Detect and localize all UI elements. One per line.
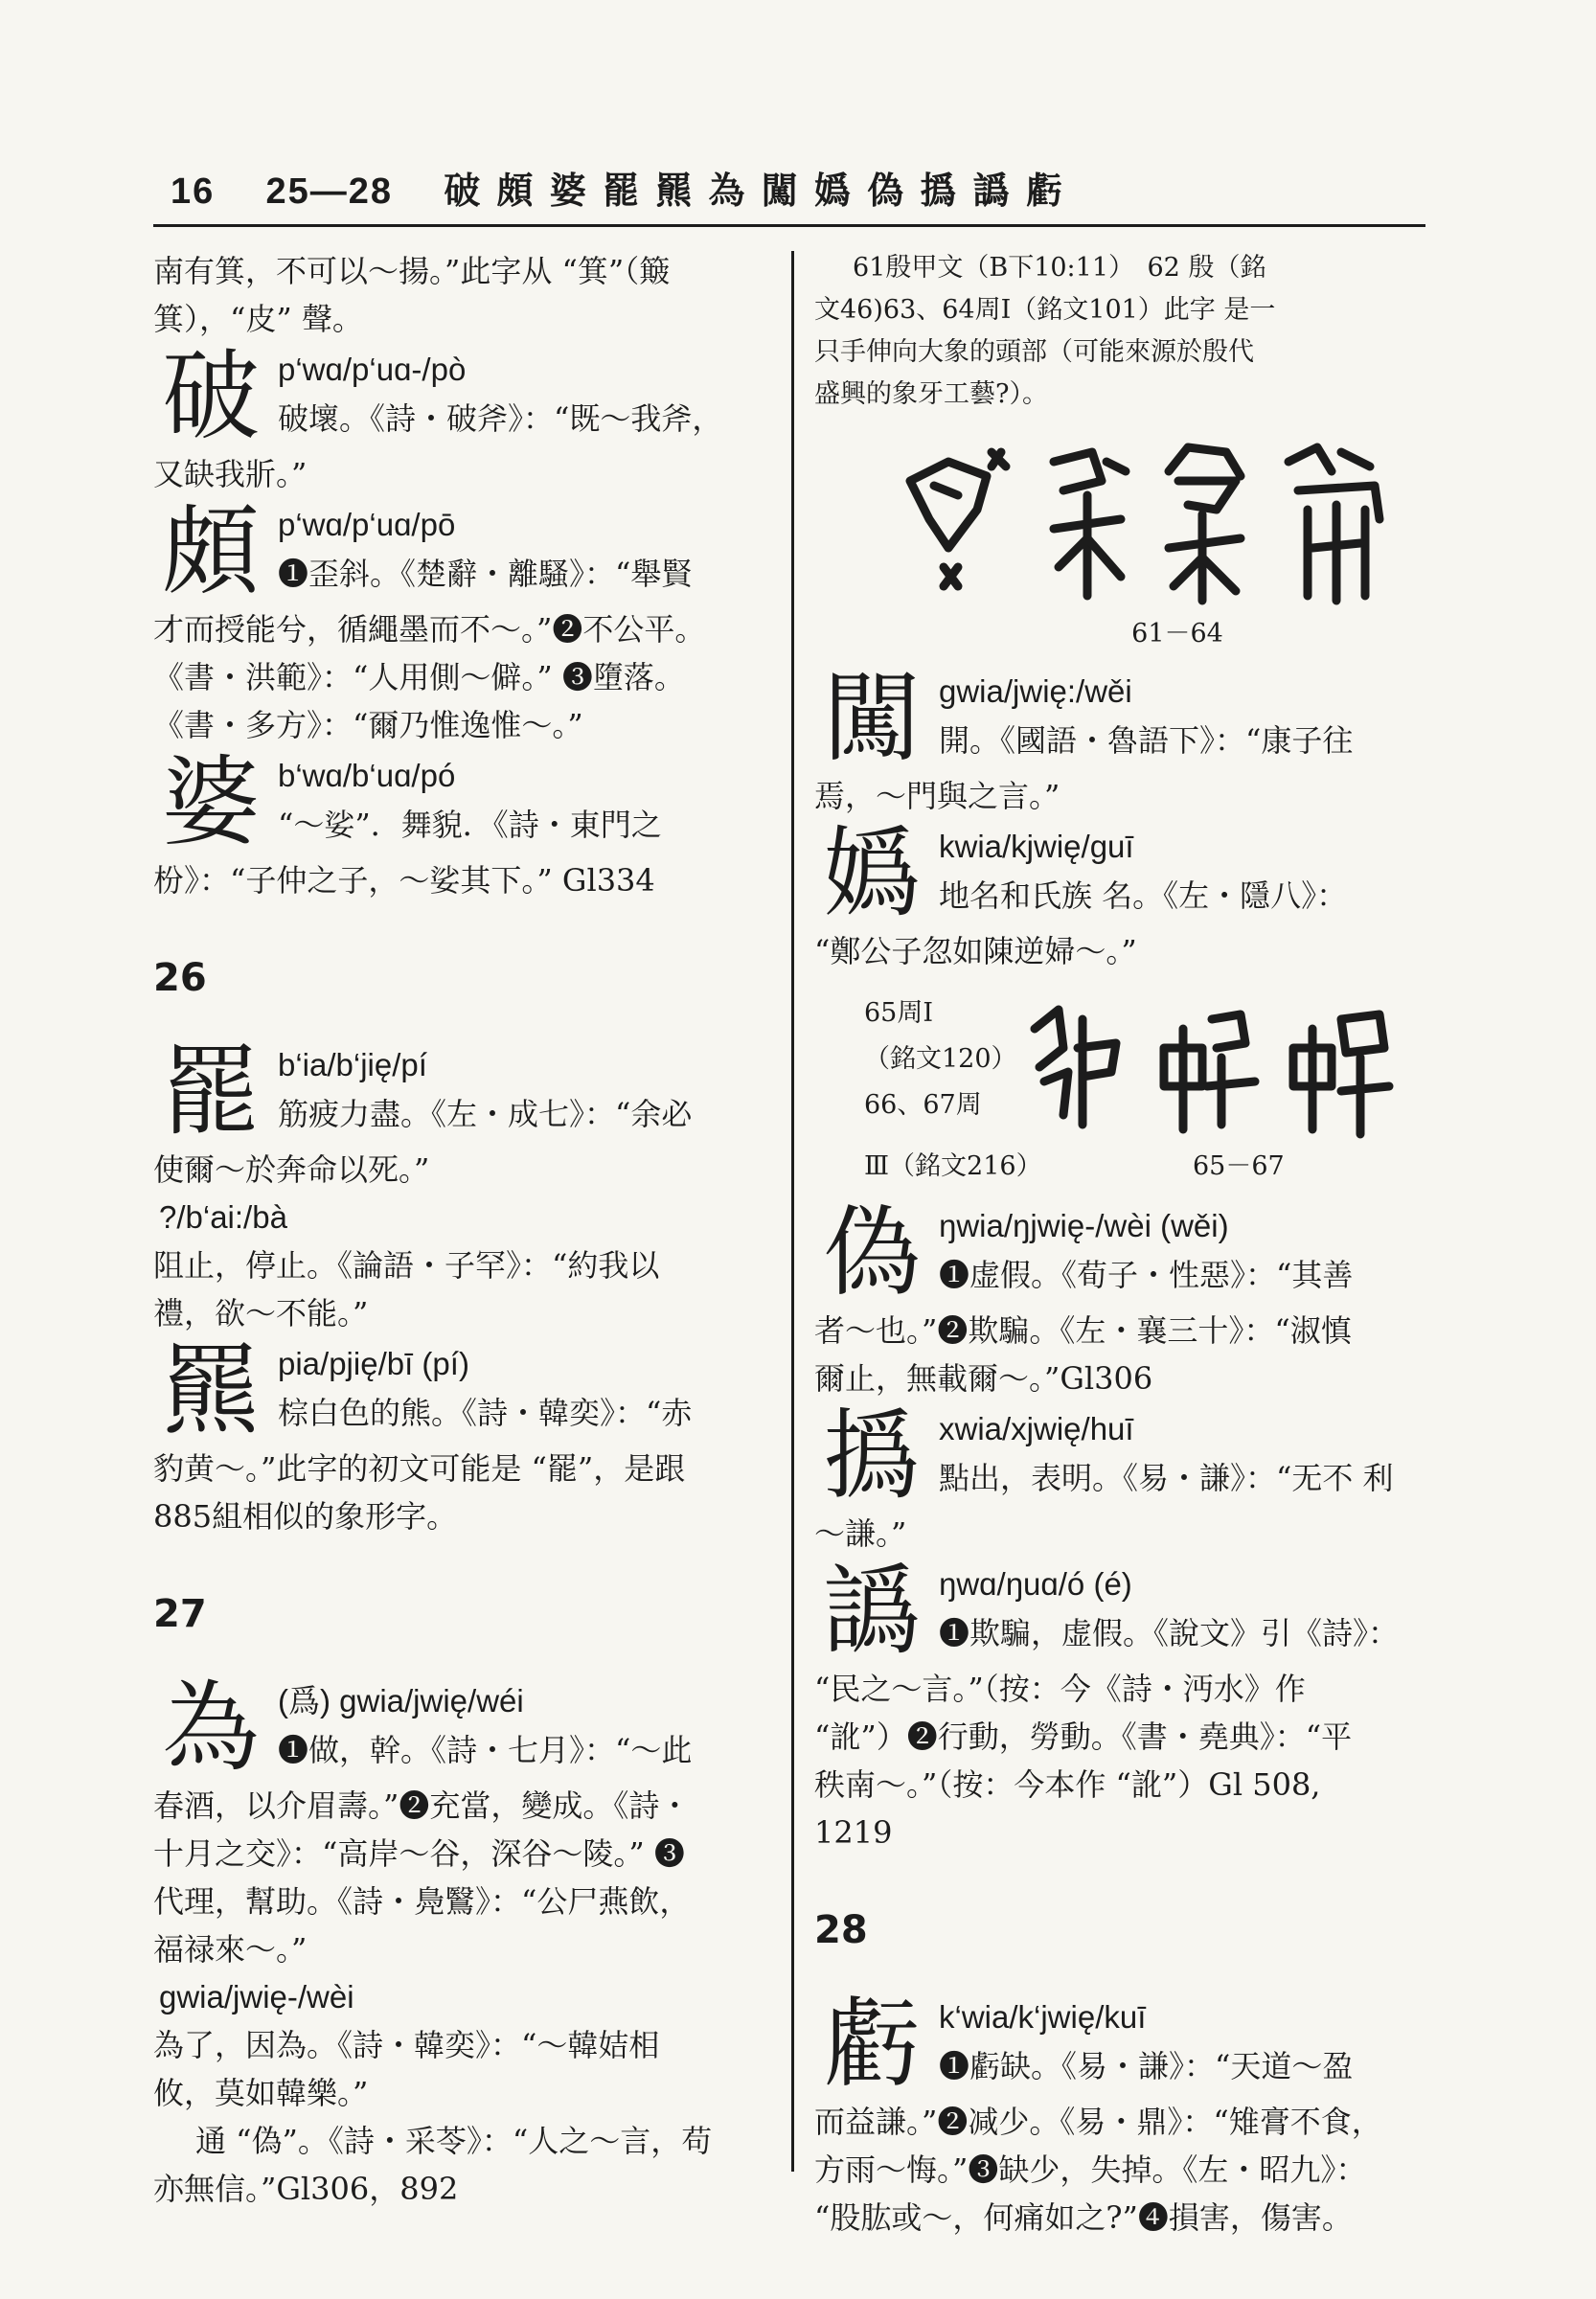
definition-line: 焉，～門與之言。” bbox=[814, 778, 1060, 814]
glyph-67 bbox=[1293, 1014, 1389, 1134]
section-number: 27 bbox=[153, 1592, 207, 1636]
entry-hui bbox=[814, 1400, 1425, 1558]
definition-line: 《書・多方》：“爾乃惟逸惟～。” bbox=[153, 707, 583, 743]
definition-line: 《書・洪範》：“人用側～僻。” ❸墮落。 bbox=[153, 659, 685, 695]
definition-line: 開。《國語・魯語下》：“康子往 bbox=[939, 722, 1354, 759]
pronunciation: b‘ia/b‘jię/pí bbox=[278, 1047, 427, 1082]
glyph-caption-line: （銘文120） bbox=[864, 1044, 1017, 1074]
glyph-63 bbox=[1169, 447, 1241, 601]
glyph-66 bbox=[1164, 1014, 1255, 1129]
definition-line: 為了，因為。《詩・韓奕》：“～韓姞相 bbox=[153, 2027, 660, 2063]
glyph-caption bbox=[864, 990, 1017, 1128]
section-number: 28 bbox=[814, 1908, 868, 1952]
definition-line: 福禄來～。” bbox=[153, 1931, 308, 1968]
entry-ba bbox=[153, 1036, 774, 1337]
definition-line: ❶虧缺。《易・謙》：“天道～盈 bbox=[939, 2048, 1354, 2084]
definition-line: 使爾～於奔命以死。” bbox=[153, 1151, 430, 1188]
definition-line: 而益謙。”❷减少。《易・鼎》：“雉膏不食， bbox=[814, 2104, 1382, 2140]
definition-line: 豹黄～。”此字的初文可能是 “罷”，是跟 bbox=[153, 1450, 686, 1487]
pronunciation: pia/pjię/bī (pí) bbox=[278, 1346, 469, 1381]
pronunciation: p‘wɑ/p‘uɑ/pō bbox=[278, 507, 456, 542]
definition-line: 破壞。《詩・破斧》：“既～我斧， bbox=[278, 400, 723, 437]
glyph-caption-line: Ⅲ（銘文216） bbox=[864, 1151, 1042, 1181]
definition-line: “股肱或～，何痛如之?”❹損害，傷害。 bbox=[814, 2199, 1353, 2236]
entry-wei bbox=[153, 1672, 774, 2213]
entry-wei4 bbox=[814, 1196, 1425, 1402]
definition-line: 棕白色的熊。《詩・韓奕》：“赤 bbox=[278, 1395, 693, 1431]
definition-line: 枌》：“子仲之子，～娑其下。” Gl334 bbox=[153, 862, 655, 899]
alternate-pronunciation: ?/b‘ai:/bà bbox=[159, 1199, 287, 1235]
definition-line: ～謙。” bbox=[814, 1515, 907, 1552]
glyph-caption: 盛興的象牙工藝?）。 bbox=[814, 379, 1048, 409]
entry-e bbox=[814, 1555, 1425, 1856]
definition-line: 地名和氏族 名。《左・隱八》： bbox=[939, 877, 1348, 914]
definition-line: 885組相似的象形字。 bbox=[153, 1498, 458, 1535]
entry-po1 bbox=[153, 495, 774, 749]
head-character: 譌 bbox=[823, 1555, 921, 1669]
pronunciation: k‘wia/k‘jwię/kuī bbox=[939, 1999, 1147, 2035]
definition-line: “鄭公子忽如陳逆婦～。” bbox=[814, 933, 1137, 969]
definition-line: “民之～言。”（按：今《詩・沔水》作 bbox=[814, 1671, 1306, 1707]
definition-line: 才而授能兮，循繩墨而不～。”❷不公平。 bbox=[153, 611, 706, 648]
entry-gui bbox=[814, 817, 1425, 975]
head-character: 婆 bbox=[162, 746, 260, 860]
glyph-label: 61－64 bbox=[1131, 619, 1223, 649]
header-rule bbox=[153, 224, 1425, 227]
continued-text: 箕），“皮” 聲。 bbox=[153, 301, 363, 337]
right-column bbox=[814, 247, 1425, 2242]
definition-line: 方雨～悔。”❸缺少，失掉。《左・昭九》： bbox=[814, 2151, 1367, 2188]
definition-line: 者～也。”❷欺騙。《左・襄三十》：“淑慎 bbox=[814, 1312, 1352, 1349]
glyph-64 bbox=[1288, 447, 1379, 601]
head-character: 虧 bbox=[823, 1988, 921, 2102]
head-character: 頗 bbox=[162, 495, 260, 609]
entry-wei3 bbox=[814, 662, 1425, 820]
head-character: 嬀 bbox=[823, 817, 921, 931]
entry-po4 bbox=[153, 340, 774, 498]
entry-range: 25—28 bbox=[265, 171, 394, 212]
glyph-caption: 文46)63、64周Ⅰ（銘文101）此字 是一 bbox=[814, 295, 1276, 325]
definition-line: 禮，欲～不能。” bbox=[153, 1295, 369, 1332]
head-character: 破 bbox=[162, 340, 260, 454]
ancient-glyph-figure bbox=[1006, 990, 1408, 1144]
head-character: 撝 bbox=[823, 1400, 921, 1514]
head-character: 羆 bbox=[162, 1334, 260, 1448]
definition-line: 筋疲力盡。《左・成七》：“余必 bbox=[278, 1096, 693, 1132]
page-number: 16 bbox=[171, 171, 216, 212]
ancient-glyphs-61-64 bbox=[814, 423, 1425, 615]
pronunciation: ŋwɑ/ŋuɑ/ó (é) bbox=[939, 1566, 1132, 1602]
entry-kui bbox=[814, 1988, 1425, 2242]
definition-line: 攸，莫如韓樂。” bbox=[153, 2075, 369, 2111]
definition-line: 爾止，無載爾～。”Gl306 bbox=[814, 1360, 1153, 1397]
glyph-caption: 61殷甲文（B下10:11） 62 殷（銘 bbox=[853, 253, 1266, 283]
glyph-caption-line: 65周Ⅰ bbox=[864, 998, 934, 1028]
glyph-62 bbox=[1054, 452, 1126, 596]
glyph-61 bbox=[910, 452, 1006, 586]
ancient-glyph-figure bbox=[814, 423, 1425, 615]
alternate-pronunciation: gwia/jwię-/wèi bbox=[159, 1979, 354, 2014]
definition-line: “～娑”．舞貌．《詩・東門之 bbox=[278, 807, 662, 843]
entry-pi bbox=[153, 1334, 774, 1540]
definition-line: 十月之交》：“高岸～谷，深谷～陵。” ❸ bbox=[153, 1835, 685, 1872]
head-character: 闖 bbox=[823, 662, 921, 776]
definition-line: 又缺我斨。” bbox=[153, 456, 308, 492]
continued-text: 南有箕，不可以～揚。”此字从 “箕”（簸 bbox=[153, 253, 671, 289]
definition-line: 秩南～。”（按：今本作 “訛”）Gl 508, bbox=[814, 1766, 1321, 1803]
definition-line: 亦無信。”Gl306，892 bbox=[153, 2171, 459, 2207]
column-divider bbox=[791, 251, 794, 2172]
definition-line: ❶做，幹。《詩・七月》：“～此 bbox=[278, 1732, 693, 1768]
head-character: 為 bbox=[162, 1672, 260, 1786]
definition-line: ❶欺騙，虚假。《說文》引《詩》： bbox=[939, 1615, 1400, 1651]
pronunciation: b‘wɑ/b‘uɑ/pó bbox=[278, 758, 456, 793]
ancient-glyphs-65-67 bbox=[814, 990, 1425, 1192]
page-header bbox=[171, 158, 1425, 223]
definition-line: “訛”）❷行動，勞動。《書・堯典》：“平 bbox=[814, 1719, 1353, 1755]
header-characters: 破 頗 婆 罷 羆 為 闖 嬀 偽 撝 譌 虧 bbox=[444, 169, 1064, 212]
definition-line: 1219 bbox=[814, 1814, 893, 1851]
definition-line: ❶虚假。《荀子・性惡》：“其善 bbox=[939, 1257, 1354, 1293]
glyph-65 bbox=[1035, 1010, 1116, 1125]
definition-line: 阻止，停止。《論語・子罕》：“約我以 bbox=[153, 1247, 660, 1284]
pronunciation: gwia/jwię:/wěi bbox=[939, 673, 1132, 709]
glyph-caption-line: 66、67周 bbox=[864, 1090, 982, 1120]
entry-po2 bbox=[153, 746, 774, 904]
pronunciation: (爲) gwia/jwię/wéi bbox=[278, 1683, 524, 1719]
pronunciation: kwia/kjwię/guī bbox=[939, 829, 1134, 864]
head-character: 偽 bbox=[823, 1196, 921, 1310]
section-number: 26 bbox=[153, 956, 207, 1000]
definition-line: 點出，表明。《易・謙》：“无不 利 bbox=[939, 1460, 1394, 1496]
head-character: 罷 bbox=[162, 1036, 260, 1150]
definition-line: ❶歪斜。《楚辭・離騷》：“舉賢 bbox=[278, 556, 693, 592]
pronunciation: ŋwia/ŋjwię-/wèi (wěi) bbox=[939, 1208, 1229, 1243]
definition-line: 通 “偽”。《詩・采苓》：“人之～言，苟 bbox=[195, 2123, 713, 2159]
definition-line: 春酒，以介眉壽。”❷充當，變成。《詩・ bbox=[153, 1787, 691, 1824]
left-column bbox=[153, 247, 774, 2213]
glyph-caption: 只手伸向大象的頭部（可能來源於殷代 bbox=[814, 337, 1254, 367]
pronunciation: xwia/xjwię/huī bbox=[939, 1411, 1134, 1446]
glyph-label: 65－67 bbox=[1193, 1151, 1285, 1181]
pronunciation: p‘wɑ/p‘uɑ-/pò bbox=[278, 352, 467, 387]
definition-line: 代理，幫助。《詩・鳧鷖》：“公尸燕飲， bbox=[153, 1883, 691, 1920]
